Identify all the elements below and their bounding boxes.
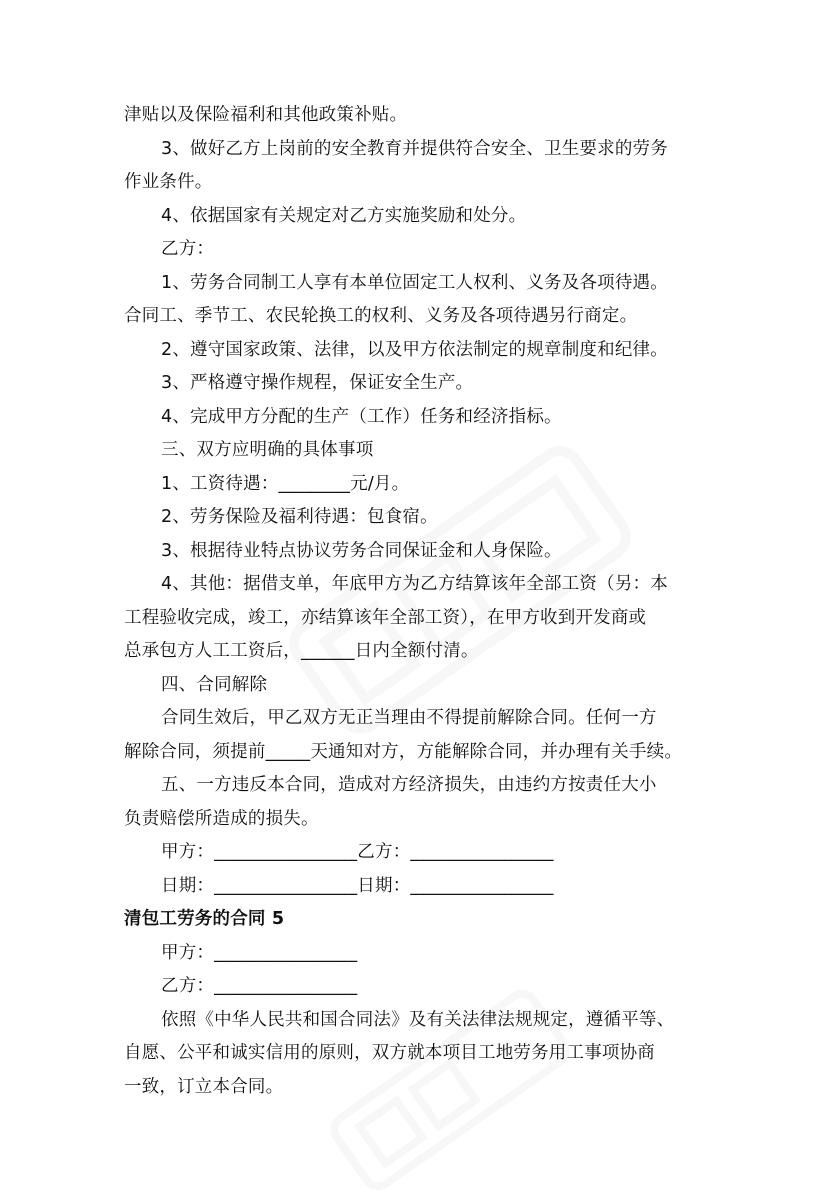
document-body — [124, 99, 720, 1104]
text-line: 五、一方违反本合同，造成对方经济损失，由违约方按责任大小 — [161, 775, 657, 795]
text-line: 四、合同解除 — [161, 674, 268, 695]
text-line: 作业条件。 — [124, 172, 213, 192]
text-line: 三、双方应明确的具体事项 — [161, 440, 374, 460]
text-line: 甲方：________________ — [161, 942, 358, 963]
text-line: 一致，订立本合同。 — [124, 1076, 284, 1097]
text-line: 乙方： — [161, 239, 215, 259]
text-line: 4、完成甲方分配的生产（工作）任务和经济指标。 — [161, 406, 562, 427]
text-line: 合同生效后，甲乙双方无正当理由不得提前解除合同。任何一方 — [161, 708, 657, 728]
text-line: 1、劳务合同制工人享有本单位固定工人权利、义务及各项待遇。 — [161, 272, 668, 293]
text-line: 3、严格遵守操作规程，保证安全生产。 — [161, 373, 474, 393]
text-line: 4、其他：据借支单，年底甲方为乙方结算该年全部工资（另：本 — [161, 574, 668, 594]
text-line: 依照《中华人民共和国合同法》及有关法律法规规定，遵循平等、 — [161, 1009, 675, 1030]
text-line: 合同工、季节工、农民轮换工的权利、义务及各项待遇另行商定。 — [124, 306, 638, 326]
section-heading: 清包工劳务的合同 5 — [124, 909, 285, 929]
text-line: 1、工资待遇：________元/月。 — [161, 473, 410, 494]
text-line: 津贴以及保险福利和其他政策补贴。 — [124, 105, 408, 125]
text-line: 4、依据国家有关规定对乙方实施奖励和处分。 — [161, 205, 527, 226]
text-line: 2、劳务保险及福利待遇：包食宿。 — [161, 507, 438, 527]
text-line: 乙方：________________ — [161, 976, 358, 996]
text-line: 3、根据待业特点协议劳务合同保证金和人身保险。 — [161, 540, 562, 561]
text-line: 日期：________________日期：________________ — [161, 875, 554, 896]
text-line: 3、做好乙方上岗前的安全教育并提供符合安全、卫生要求的劳务 — [161, 138, 668, 159]
text-line: 负责赔偿所造成的损失。 — [124, 808, 319, 829]
text-line: 解除合同，须提前_____天通知对方，方能解除合同，并办理有关手续。 — [124, 741, 683, 762]
text-line: 2、遵守国家政策、法律，以及甲方依法制定的规章制度和纪律。 — [161, 339, 668, 360]
text-line: 总承包方人工工资后，______日内全额付清。 — [124, 641, 479, 661]
text-line: 自愿、公平和诚实信用的原则，双方就本项目工地劳务用工事项协商 — [124, 1043, 655, 1063]
text-line: 甲方：________________乙方：________________ — [161, 842, 554, 862]
text-line: 工程验收完成，竣工，亦结算该年全部工资），在甲方收到开发商或 — [124, 607, 647, 628]
